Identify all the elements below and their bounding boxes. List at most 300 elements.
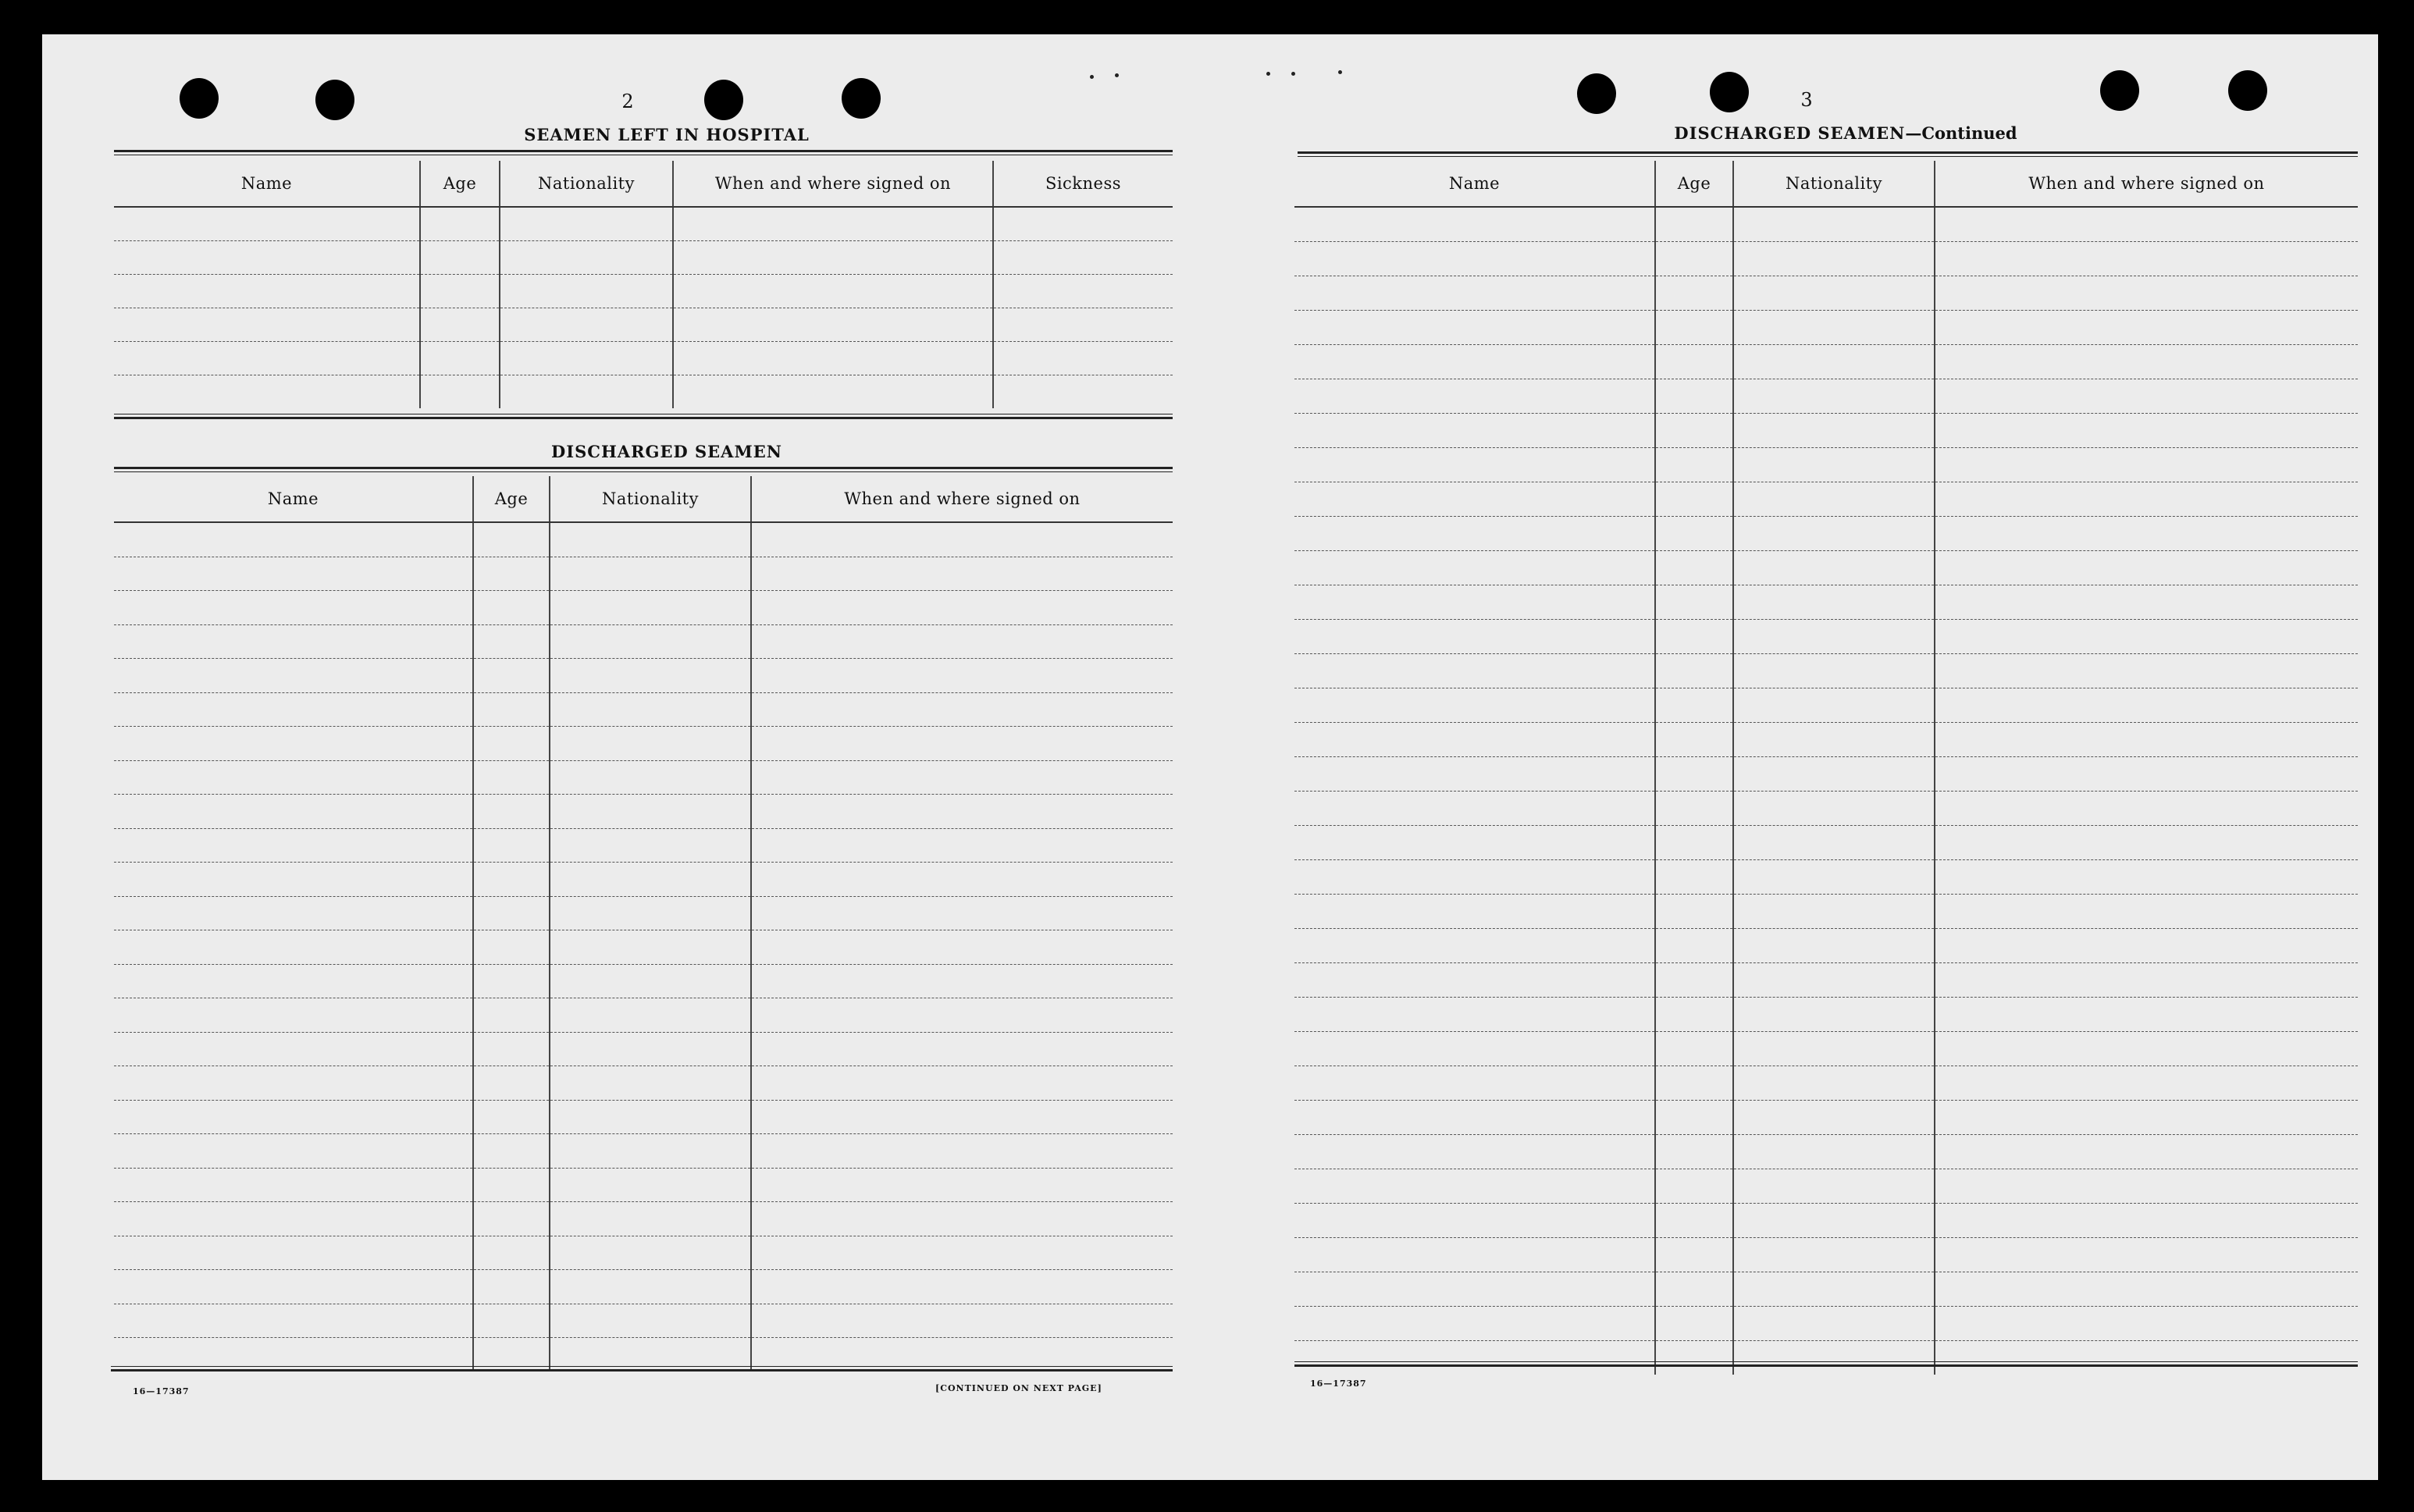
- table-cell: [751, 863, 1173, 897]
- table-cell: [1294, 551, 1655, 585]
- header-rule: [1298, 151, 2358, 157]
- table-cell: [473, 1236, 550, 1270]
- table-cell: [114, 522, 473, 557]
- table-cell: [1935, 963, 2358, 998]
- column-header-nationality: Nationality: [1733, 161, 1935, 207]
- table-row: [114, 795, 1173, 829]
- table-cell: [550, 692, 751, 727]
- table-cell: [114, 1270, 473, 1304]
- table-row: [1294, 311, 2358, 345]
- table-row: [1294, 242, 2358, 276]
- table-cell: [1733, 379, 1935, 414]
- header-rule: [114, 467, 1173, 472]
- table-cell: [473, 828, 550, 863]
- table-cell: [1294, 276, 1655, 311]
- table-cell: [1733, 1066, 1935, 1101]
- table-cell: [751, 624, 1173, 659]
- table-row: [114, 275, 1173, 308]
- column-header-signed-on: When and where signed on: [751, 476, 1173, 522]
- table-cell: [1733, 276, 1935, 311]
- table-cell: [1655, 311, 1733, 345]
- table-cell: [1655, 757, 1733, 792]
- table-cell: [1655, 345, 1733, 379]
- table-cell: [1655, 620, 1733, 654]
- table-cell: [500, 375, 673, 409]
- table-cell: [1733, 620, 1935, 654]
- table-row: [1294, 1307, 2358, 1341]
- table-cell: [1733, 448, 1935, 482]
- table-row: [1294, 1101, 2358, 1135]
- table-cell: [1655, 998, 1733, 1032]
- table-cell: [1294, 860, 1655, 895]
- table-cell: [1935, 1169, 2358, 1204]
- table-cell: [1935, 1238, 2358, 1272]
- table-cell: [1294, 620, 1655, 654]
- table-cell: [550, 522, 751, 557]
- column-header-age: Age: [1655, 161, 1733, 207]
- column-header-nationality: Nationality: [550, 476, 751, 522]
- table-row: [1294, 1238, 2358, 1272]
- table-cell: [114, 760, 473, 795]
- header-rule: [114, 150, 1173, 155]
- ink-speck: [1266, 72, 1270, 76]
- table-cell: [1733, 998, 1935, 1032]
- table-cell: [473, 591, 550, 625]
- table-cell: [993, 207, 1173, 241]
- table-row: [1294, 757, 2358, 792]
- table-cell: [1935, 1272, 2358, 1307]
- table-cell: [114, 241, 420, 275]
- table-cell: [1294, 1272, 1655, 1307]
- table-cell: [751, 1202, 1173, 1236]
- table-row: [114, 659, 1173, 693]
- table-cell: [1294, 1066, 1655, 1101]
- table-cell: [114, 1100, 473, 1134]
- table-cell: [1294, 1135, 1655, 1169]
- table-cell: [1733, 311, 1935, 345]
- table-cell: [1294, 517, 1655, 551]
- table-cell: [993, 275, 1173, 308]
- column-header-age: Age: [473, 476, 550, 522]
- table-cell: [1294, 414, 1655, 448]
- table-header-row: [114, 161, 1173, 207]
- column-header-nationality: Nationality: [500, 161, 673, 207]
- table-cell: [751, 795, 1173, 829]
- table-cell: [114, 1134, 473, 1169]
- table-row: [1294, 207, 2358, 242]
- table-row: [114, 727, 1173, 761]
- table-cell: [751, 1168, 1173, 1202]
- section-title-text: DISCHARGED SEAMEN: [1674, 123, 1906, 143]
- punch-hole: [1577, 73, 1616, 114]
- table-cell: [673, 375, 993, 409]
- table-cell: [1655, 688, 1733, 723]
- table-cell: [1935, 276, 2358, 311]
- table-cell: [1733, 860, 1935, 895]
- table-cell: [550, 1032, 751, 1066]
- table-cell: [550, 760, 751, 795]
- table-cell: [420, 342, 500, 375]
- table-cell: [114, 207, 420, 241]
- table-row: [1294, 1169, 2358, 1204]
- table-row: [114, 692, 1173, 727]
- table-cell: [673, 342, 993, 375]
- table-cell: [114, 591, 473, 625]
- table-bottom-rule: [1294, 1361, 2358, 1367]
- table-cell: [473, 1100, 550, 1134]
- table-cell: [1935, 311, 2358, 345]
- form-number-right: 16—17387: [1310, 1379, 1367, 1389]
- table-row: [114, 522, 1173, 557]
- table-cell: [1935, 448, 2358, 482]
- table-cell: [1655, 448, 1733, 482]
- table-cell: [1935, 1307, 2358, 1341]
- table-cell: [114, 308, 420, 342]
- table-cell: [114, 896, 473, 930]
- table-cell: [550, 1236, 751, 1270]
- table-cell: [550, 727, 751, 761]
- table-cell: [751, 727, 1173, 761]
- table-cell: [751, 1270, 1173, 1304]
- table-row: [114, 1202, 1173, 1236]
- column-header-signed-on: When and where signed on: [1935, 161, 2358, 207]
- table-cell: [114, 1304, 473, 1338]
- table-cell: [1935, 1135, 2358, 1169]
- table-cell: [473, 930, 550, 965]
- section-title-discharged: DISCHARGED SEAMEN: [551, 442, 782, 461]
- table-cell: [1655, 860, 1733, 895]
- table-cell: [1935, 414, 2358, 448]
- table-cell: [1733, 207, 1935, 242]
- table-cell: [1294, 311, 1655, 345]
- table-cell: [1733, 242, 1935, 276]
- table-cell: [500, 207, 673, 241]
- ink-speck: [1090, 75, 1094, 79]
- table-cell: [1733, 1204, 1935, 1238]
- punch-hole: [842, 78, 881, 119]
- table-row: [1294, 448, 2358, 482]
- table-cell: [1935, 482, 2358, 517]
- table-cell: [751, 1134, 1173, 1169]
- table-cell: [1294, 1341, 1655, 1375]
- table-row: [114, 863, 1173, 897]
- table-cell: [1655, 1341, 1733, 1375]
- table-cell: [1935, 688, 2358, 723]
- table-row: [114, 1270, 1173, 1304]
- table-row: [114, 964, 1173, 998]
- table-cell: [420, 241, 500, 275]
- table-cell: [1655, 826, 1733, 860]
- table-row: [114, 1168, 1173, 1202]
- table-row: [1294, 1135, 2358, 1169]
- table-cell: [1935, 792, 2358, 826]
- table-cell: [550, 557, 751, 591]
- table-cell: [550, 659, 751, 693]
- table-row: [114, 375, 1173, 409]
- table-cell: [1935, 242, 2358, 276]
- column-header-sickness: Sickness: [993, 161, 1173, 207]
- table-cell: [473, 1134, 550, 1169]
- table-cell: [114, 1066, 473, 1101]
- table-cell: [1294, 1204, 1655, 1238]
- table-cell: [1733, 963, 1935, 998]
- table-cell: [1733, 1341, 1935, 1375]
- table-cell: [1655, 414, 1733, 448]
- table-row: [1294, 345, 2358, 379]
- ink-speck: [1291, 72, 1295, 76]
- table-row: [114, 241, 1173, 275]
- table-cell: [1294, 585, 1655, 620]
- table-cell: [114, 1168, 473, 1202]
- table-cell: [473, 795, 550, 829]
- discharged-table-left: [114, 476, 1173, 1371]
- table-row: [114, 308, 1173, 342]
- table-cell: [1655, 551, 1733, 585]
- table-header-row: [114, 476, 1173, 522]
- table-cell: [1733, 414, 1935, 448]
- table-cell: [1294, 379, 1655, 414]
- punch-hole: [1710, 72, 1749, 112]
- table-cell: [1294, 895, 1655, 929]
- table-cell: [1655, 1135, 1733, 1169]
- table-cell: [1294, 448, 1655, 482]
- table-row: [114, 896, 1173, 930]
- table-cell: [473, 624, 550, 659]
- ink-speck: [1338, 70, 1342, 74]
- table-cell: [1733, 482, 1935, 517]
- table-cell: [1935, 654, 2358, 688]
- table-cell: [1733, 1135, 1935, 1169]
- table-cell: [673, 241, 993, 275]
- table-cell: [751, 1032, 1173, 1066]
- table-cell: [1935, 585, 2358, 620]
- table-cell: [550, 828, 751, 863]
- table-row: [1294, 620, 2358, 654]
- table-cell: [500, 308, 673, 342]
- table-cell: [114, 342, 420, 375]
- table-cell: [550, 1202, 751, 1236]
- table-cell: [1733, 1238, 1935, 1272]
- table-cell: [1294, 1307, 1655, 1341]
- table-cell: [550, 1100, 751, 1134]
- table-row: [114, 557, 1173, 591]
- table-cell: [114, 1236, 473, 1270]
- table-cell: [1935, 1032, 2358, 1066]
- table-row: [1294, 654, 2358, 688]
- table-cell: [1733, 1032, 1935, 1066]
- table-cell: [473, 1066, 550, 1101]
- table-row: [1294, 379, 2358, 414]
- table-row: [114, 1100, 1173, 1134]
- table-cell: [1733, 1272, 1935, 1307]
- table-cell: [1733, 1169, 1935, 1204]
- table-row: [1294, 895, 2358, 929]
- table-cell: [1935, 1066, 2358, 1101]
- table-cell: [473, 1032, 550, 1066]
- table-cell: [114, 795, 473, 829]
- table-row: [114, 1304, 1173, 1338]
- table-cell: [1655, 929, 1733, 963]
- table-cell: [114, 624, 473, 659]
- table-cell: [1733, 1307, 1935, 1341]
- table-cell: [1935, 620, 2358, 654]
- table-cell: [1935, 1101, 2358, 1135]
- table-cell: [1294, 242, 1655, 276]
- table-cell: [1733, 1101, 1935, 1135]
- table-cell: [1294, 792, 1655, 826]
- table-cell: [1733, 585, 1935, 620]
- table-cell: [993, 375, 1173, 409]
- table-cell: [550, 1066, 751, 1101]
- table-row: [1294, 276, 2358, 311]
- table-cell: [1655, 792, 1733, 826]
- table-cell: [500, 342, 673, 375]
- table-cell: [1655, 654, 1733, 688]
- table-cell: [1655, 517, 1733, 551]
- table-cell: [673, 207, 993, 241]
- table-row: [114, 624, 1173, 659]
- table-row: [114, 930, 1173, 965]
- table-cell: [1935, 1341, 2358, 1375]
- table-cell: [673, 308, 993, 342]
- column-header-signed-on: When and where signed on: [673, 161, 993, 207]
- table-cell: [1294, 345, 1655, 379]
- table-cell: [550, 1304, 751, 1338]
- ink-speck: [1115, 73, 1119, 77]
- table-row: [1294, 998, 2358, 1032]
- table-cell: [420, 275, 500, 308]
- table-row: [1294, 1341, 2358, 1375]
- table-cell: [1655, 1272, 1733, 1307]
- table-cell: [550, 1168, 751, 1202]
- table-cell: [1294, 963, 1655, 998]
- table-cell: [473, 692, 550, 727]
- table-row: [1294, 585, 2358, 620]
- table-cell: [1733, 551, 1935, 585]
- table-cell: [1655, 242, 1733, 276]
- table-cell: [1294, 826, 1655, 860]
- table-cell: [751, 522, 1173, 557]
- table-cell: [1733, 826, 1935, 860]
- table-cell: [114, 1032, 473, 1066]
- table-row: [1294, 688, 2358, 723]
- column-header-name: Name: [114, 161, 420, 207]
- table-cell: [114, 659, 473, 693]
- table-cell: [1733, 757, 1935, 792]
- table-cell: [1294, 688, 1655, 723]
- table-cell: [1655, 379, 1733, 414]
- table-cell: [673, 275, 993, 308]
- table-cell: [1655, 1169, 1733, 1204]
- table-cell: [114, 375, 420, 409]
- table-row: [114, 828, 1173, 863]
- table-cell: [751, 659, 1173, 693]
- section-title-hospital: SEAMEN LEFT IN HOSPITAL: [524, 125, 810, 144]
- table-cell: [500, 275, 673, 308]
- table-row: [114, 342, 1173, 375]
- ledger-sheet: [42, 34, 2378, 1480]
- table-row: [1294, 1272, 2358, 1307]
- table-cell: [1294, 757, 1655, 792]
- table-cell: [550, 896, 751, 930]
- table-cell: [1935, 723, 2358, 757]
- hospital-table: [114, 161, 1173, 408]
- table-row: [114, 1134, 1173, 1169]
- table-cell: [473, 522, 550, 557]
- table-row: [114, 1066, 1173, 1101]
- table-row: [1294, 792, 2358, 826]
- punch-hole: [315, 80, 354, 120]
- table-header-row: [1294, 161, 2358, 207]
- table-row: [114, 760, 1173, 795]
- table-row: [114, 998, 1173, 1033]
- table-cell: [1935, 895, 2358, 929]
- table-cell: [1294, 654, 1655, 688]
- table-cell: [1733, 688, 1935, 723]
- table-cell: [1733, 895, 1935, 929]
- table-cell: [1294, 482, 1655, 517]
- table-cell: [1655, 723, 1733, 757]
- table-cell: [550, 998, 751, 1033]
- table-row: [114, 1236, 1173, 1270]
- table-cell: [473, 896, 550, 930]
- section-title-suffix: —Continued: [1905, 123, 2017, 143]
- table-cell: [114, 275, 420, 308]
- column-header-name: Name: [1294, 161, 1655, 207]
- table-cell: [1935, 207, 2358, 242]
- table-cell: [1935, 345, 2358, 379]
- table-row: [1294, 551, 2358, 585]
- table-cell: [1655, 1066, 1733, 1101]
- table-bottom-rule: [114, 414, 1173, 419]
- table-cell: [993, 342, 1173, 375]
- table-cell: [1294, 1032, 1655, 1066]
- table-cell: [1655, 1307, 1733, 1341]
- column-header-age: Age: [420, 161, 500, 207]
- table-cell: [1655, 895, 1733, 929]
- table-cell: [1655, 1032, 1733, 1066]
- table-cell: [751, 1304, 1173, 1338]
- table-cell: [114, 964, 473, 998]
- punch-hole: [2100, 70, 2139, 111]
- table-cell: [1935, 517, 2358, 551]
- page-number-right: 3: [1800, 89, 1813, 111]
- page-number-left: 2: [621, 91, 634, 112]
- table-cell: [1935, 551, 2358, 585]
- table-cell: [550, 591, 751, 625]
- table-row: [1294, 929, 2358, 963]
- punch-hole: [704, 80, 743, 120]
- table-row: [114, 1032, 1173, 1066]
- table-cell: [751, 760, 1173, 795]
- table-cell: [114, 930, 473, 965]
- table-cell: [1655, 1238, 1733, 1272]
- table-cell: [1655, 207, 1733, 242]
- table-row: [1294, 1066, 2358, 1101]
- table-cell: [993, 241, 1173, 275]
- table-cell: [1294, 998, 1655, 1032]
- punch-hole: [2228, 70, 2267, 111]
- table-cell: [473, 863, 550, 897]
- table-cell: [751, 998, 1173, 1033]
- table-cell: [1935, 1204, 2358, 1238]
- table-cell: [114, 557, 473, 591]
- table-cell: [473, 964, 550, 998]
- table-cell: [420, 308, 500, 342]
- table-cell: [1733, 654, 1935, 688]
- table-cell: [1935, 826, 2358, 860]
- table-cell: [500, 241, 673, 275]
